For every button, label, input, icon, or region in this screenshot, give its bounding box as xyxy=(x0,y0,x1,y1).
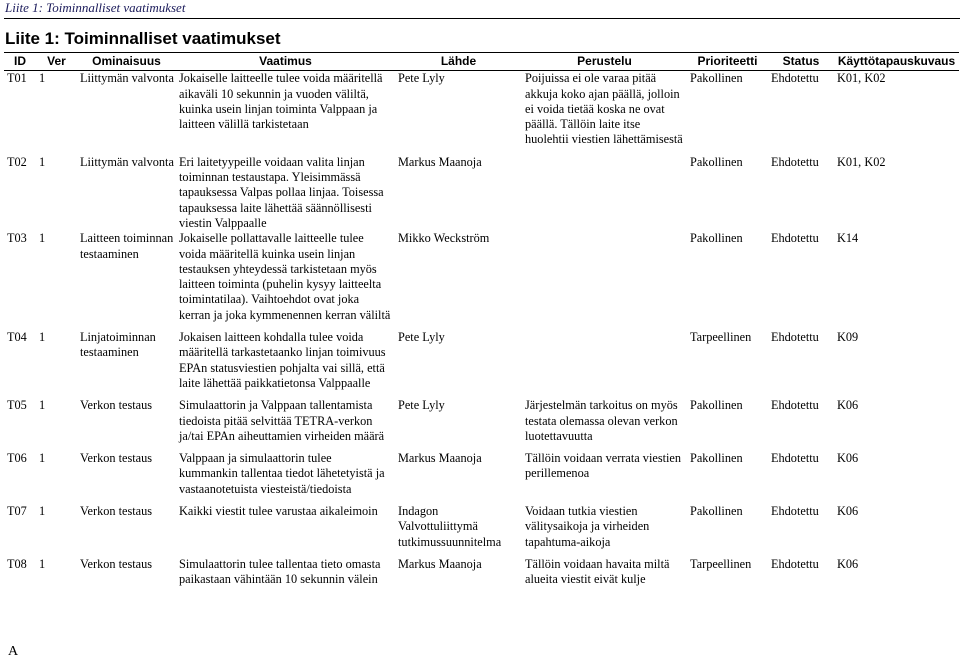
cell-priority: Tarpeellinen xyxy=(690,330,752,345)
cell-requirement: Kaikki viestit tulee varustaa aikaleimoin xyxy=(179,504,378,519)
cell-source: Markus Maanoja xyxy=(398,451,482,466)
column-header-ver: Ver xyxy=(36,53,77,71)
cell-use-case: K06 xyxy=(837,398,859,413)
table-header-row xyxy=(4,53,959,71)
cell-ver: 1 xyxy=(39,504,46,519)
cell-status: Ehdotettu xyxy=(771,556,819,571)
cell-rationale: Poijuissa ei ole varaa pitää akkuja koko ajan päällä, jolloin ei voida tietää koska ne ovat päällä. Tällöin laite itse huolehtii viestien lähettämisestä xyxy=(525,71,683,147)
cell-priority: Pakollinen xyxy=(690,504,743,519)
cell-ver: 1 xyxy=(39,154,46,169)
cell-id: T04 xyxy=(7,330,27,345)
cell-use-case: K14 xyxy=(837,231,859,246)
cell-feature: Verkon testaus xyxy=(80,451,153,466)
cell-id: T07 xyxy=(7,504,27,519)
cell-id: T08 xyxy=(7,556,27,571)
cell-ver: 1 xyxy=(39,231,46,246)
cell-rationale xyxy=(522,231,687,323)
cell-priority: Pakollinen xyxy=(690,451,743,466)
cell-feature: Verkon testaus xyxy=(80,398,153,413)
cell-requirement: Jokaiselle laitteelle tulee voida määritellä aikaväli 10 sekunnin ja vuoden väliltä, kuinka usein linjan toiminta Valppaan ja laitteen välillä tarkistetaan xyxy=(179,71,383,132)
cell-requirement: Eri laitetyypeille voidaan valita linjan toiminnan testaustapa. Yleisimmässä tapauksessa Valpas pollaa linjaa. Toisessa tapauksessa laite lähettää säännöllisesti viestin Valppaalle xyxy=(179,154,384,230)
cell-rationale: Järjestelmän tarkoitus on myös testata olemassa olevan verkon luotettavuutta xyxy=(525,398,678,443)
cell-source: Markus Maanoja xyxy=(398,154,482,169)
cell-rationale: Voidaan tutkia viestien välitysaikoja ja virheiden tapahtuma-aikoja xyxy=(525,504,650,549)
cell-source: Pete Lyly xyxy=(398,330,445,345)
cell-use-case: K06 xyxy=(837,504,859,519)
cell-feature: Laitteen toiminnan testaaminen xyxy=(80,231,174,261)
column-header-use-case: Käyttötapauskuvaus xyxy=(834,53,959,71)
cell-status: Ehdotettu xyxy=(771,398,819,413)
cell-id: T01 xyxy=(7,71,27,86)
table-row xyxy=(4,451,959,497)
cell-ver: 1 xyxy=(39,451,46,466)
cell-rationale: Tällöin voidaan havaita miltä alueita viestit eivät kulje xyxy=(525,556,670,587)
cell-use-case: K01, K02 xyxy=(837,71,886,86)
cell-rationale xyxy=(522,155,687,231)
cell-status: Ehdotettu xyxy=(771,504,819,519)
cell-feature: Liittymän valvonta xyxy=(80,154,174,169)
cell-source: Indagon Valvottuliittymä tutkimussuunnitelma xyxy=(398,504,502,549)
cell-status: Ehdotettu xyxy=(771,154,819,169)
cell-use-case: K06 xyxy=(837,556,859,571)
cell-priority: Tarpeellinen xyxy=(690,556,752,571)
table-row xyxy=(4,330,959,391)
cell-ver: 1 xyxy=(39,71,46,86)
cell-id: T06 xyxy=(7,451,27,466)
cell-requirement: Simulaattorin ja Valppaan tallentamista tiedoista pitää selvittää TETRA-verkon ja/tai EPAn aiheuttamien virheiden määrä xyxy=(179,398,385,443)
cell-id: T05 xyxy=(7,398,27,413)
cell-status: Ehdotettu xyxy=(771,71,819,86)
running-header: Liite 1: Toiminnalliset vaatimukset xyxy=(5,0,186,15)
column-header-id: ID xyxy=(4,53,36,71)
cell-source: Pete Lyly xyxy=(398,398,445,413)
table-row xyxy=(4,504,959,550)
cell-feature: Verkon testaus xyxy=(80,556,153,571)
cell-rationale: Tällöin voidaan verrata viestien perillemenoa xyxy=(525,451,682,481)
cell-ver: 1 xyxy=(39,330,46,345)
cell-status: Ehdotettu xyxy=(771,231,819,246)
cell-source: Markus Maanoja xyxy=(398,556,482,571)
table-row xyxy=(4,398,959,444)
cell-priority: Pakollinen xyxy=(690,154,743,169)
column-header-requirement: Vaatimus xyxy=(176,53,395,71)
footer-letter: A xyxy=(8,644,19,659)
cell-feature: Verkon testaus xyxy=(80,504,153,519)
requirements-table xyxy=(4,52,959,588)
cell-rationale xyxy=(522,330,687,391)
cell-priority: Pakollinen xyxy=(690,71,743,86)
cell-use-case: K09 xyxy=(837,330,859,345)
column-header-status: Status xyxy=(768,53,834,71)
table-row xyxy=(4,557,959,588)
cell-status: Ehdotettu xyxy=(771,451,819,466)
column-header-feature: Ominaisuus xyxy=(77,53,176,71)
page-title: Liite 1: Toiminnalliset vaatimukset xyxy=(5,29,281,48)
cell-id: T03 xyxy=(7,231,27,246)
column-header-rationale: Perustelu xyxy=(522,53,687,71)
cell-feature: Liittymän valvonta xyxy=(80,71,174,86)
table-row xyxy=(4,155,959,231)
cell-id: T02 xyxy=(7,154,27,169)
cell-priority: Pakollinen xyxy=(690,398,743,413)
cell-ver: 1 xyxy=(39,556,46,571)
cell-requirement: Valppaan ja simulaattorin tulee kummankin tallentaa tiedot lähetetyistä ja vastaanotetuista viesteistä/tiedoista xyxy=(179,451,385,496)
cell-feature: Linjatoiminnan testaaminen xyxy=(80,330,156,360)
column-header-source: Lähde xyxy=(395,53,522,71)
cell-source: Pete Lyly xyxy=(398,71,445,86)
cell-use-case: K01, K02 xyxy=(837,154,886,169)
table-row xyxy=(4,231,959,323)
cell-status: Ehdotettu xyxy=(771,330,819,345)
cell-requirement: Simulaattorin tulee tallentaa tieto omasta paikastaan vähintään 10 sekunnin välein xyxy=(179,556,381,587)
header-rule xyxy=(4,18,960,19)
cell-use-case: K06 xyxy=(837,451,859,466)
table-row xyxy=(4,71,959,148)
column-header-priority: Prioriteetti xyxy=(687,53,768,71)
cell-source: Mikko Weckström xyxy=(398,231,490,246)
cell-requirement: Jokaisen laitteen kohdalla tulee voida määritellä tarkastetaanko linjan toimivuus EPAn statusviestien pohjalta vai sillä, että laite lähettää paikkatietonsa Valppaalle xyxy=(179,330,386,390)
cell-requirement: Jokaiselle pollattavalle laitteelle tulee voida määritellä kuinka usein linjan testauksen yhteydessä tarkistetaan myös laitteen toiminta (puhelin kysyy laitteelta toimintatilaa). Vaihtoehdot ovat joka kerran ja joka kymmenennen kerran väliltä xyxy=(179,231,391,322)
cell-ver: 1 xyxy=(39,398,46,413)
cell-priority: Pakollinen xyxy=(690,231,743,246)
